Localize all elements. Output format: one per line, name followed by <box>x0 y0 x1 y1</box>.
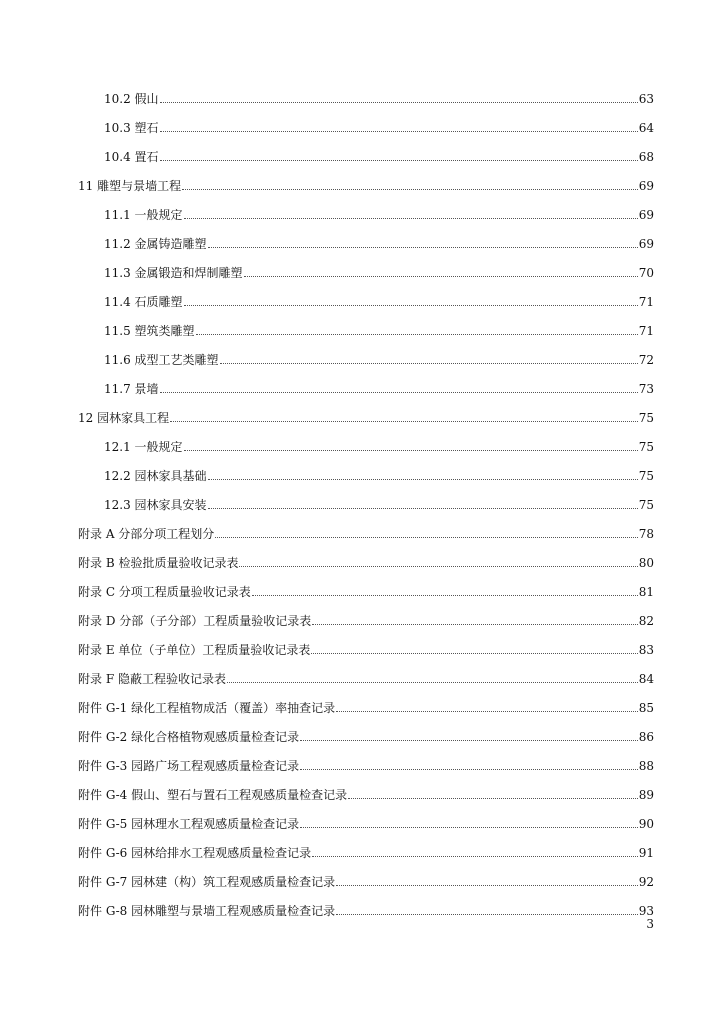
toc-entry-page-number: 75 <box>638 440 654 454</box>
toc-entry-label: 12.3 园林家具安装 <box>104 498 207 512</box>
toc-entry[interactable] <box>104 200 654 222</box>
toc-entry-page-number: 86 <box>638 730 654 744</box>
toc-leader-dots <box>160 160 638 161</box>
toc-leader-dots <box>239 566 637 567</box>
toc-entry-page-number: 69 <box>638 179 654 193</box>
toc-leader-dots <box>184 305 638 306</box>
toc-entry-label: 附录 D 分部（子分部）工程质量验收记录表 <box>78 614 312 628</box>
toc-entry-page-number: 93 <box>638 904 654 918</box>
toc-entry[interactable] <box>78 722 654 744</box>
toc-entry-label: 附件 G-6 园林给排水工程观感质量检查记录 <box>78 846 312 860</box>
toc-leader-dots <box>312 856 638 857</box>
toc-entry-page-number: 81 <box>638 585 654 599</box>
toc-leader-dots <box>160 131 638 132</box>
toc-leader-dots <box>300 740 638 741</box>
toc-entry-page-number: 75 <box>638 498 654 512</box>
toc-entry-label: 10.2 假山 <box>104 92 159 106</box>
toc-entry-label: 10.3 塑石 <box>104 121 159 135</box>
toc-leader-dots <box>160 392 638 393</box>
toc-entry-label: 附件 G-4 假山、塑石与置石工程观感质量检查记录 <box>78 788 348 802</box>
toc-entry-label: 附件 G-7 园林建（构）筑工程观感质量检查记录 <box>78 875 336 889</box>
toc-entry[interactable] <box>78 693 654 715</box>
toc-entry-page-number: 85 <box>638 701 654 715</box>
toc-entry-label: 附录 A 分部分项工程划分 <box>78 527 215 541</box>
toc-entry-label: 11.3 金属锻造和焊制雕塑 <box>104 266 243 280</box>
toc-entry-page-number: 68 <box>638 150 654 164</box>
toc-entry-page-number: 73 <box>638 382 654 396</box>
toc-entry[interactable] <box>78 838 654 860</box>
toc-leader-dots <box>348 798 638 799</box>
toc-entry[interactable] <box>104 461 654 483</box>
toc-leader-dots <box>244 276 638 277</box>
toc-entry[interactable] <box>78 867 654 889</box>
toc-entry-page-number: 82 <box>638 614 654 628</box>
toc-leader-dots <box>208 508 638 509</box>
toc-entry-page-number: 89 <box>638 788 654 802</box>
toc-entry[interactable] <box>78 548 654 570</box>
toc-leader-dots <box>312 624 637 625</box>
toc-leader-dots <box>252 595 638 596</box>
toc-entry-label: 附件 G-8 园林雕塑与景墙工程观感质量检查记录 <box>78 904 336 918</box>
toc-entry[interactable] <box>104 229 654 251</box>
toc-entry[interactable] <box>78 664 654 686</box>
toc-entry-page-number: 90 <box>638 817 654 831</box>
toc-entry-page-number: 75 <box>638 469 654 483</box>
toc-entry[interactable] <box>78 171 654 193</box>
toc-leader-dots <box>311 653 637 654</box>
toc-entry-page-number: 72 <box>638 353 654 367</box>
toc-entry-page-number: 71 <box>638 324 654 338</box>
toc-entry-page-number: 92 <box>638 875 654 889</box>
toc-entry-label: 附件 G-5 园林理水工程观感质量检查记录 <box>78 817 300 831</box>
toc-leader-dots <box>300 769 638 770</box>
toc-entry[interactable] <box>78 635 654 657</box>
toc-entry-page-number: 88 <box>638 759 654 773</box>
toc-entry-page-number: 69 <box>638 237 654 251</box>
toc-entry-page-number: 64 <box>638 121 654 135</box>
toc-leader-dots <box>215 537 637 538</box>
toc-entry[interactable] <box>78 809 654 831</box>
toc-leader-dots <box>336 885 638 886</box>
toc-entry[interactable] <box>104 432 654 454</box>
toc-entry[interactable] <box>104 490 654 512</box>
toc-entry-page-number: 78 <box>638 527 654 541</box>
toc-entry-page-number: 83 <box>638 643 654 657</box>
toc-entry-label: 附录 F 隐蔽工程验收记录表 <box>78 672 226 686</box>
toc-entry-page-number: 91 <box>638 846 654 860</box>
toc-entry[interactable] <box>78 403 654 425</box>
toc-entry[interactable] <box>78 896 654 918</box>
toc-entry[interactable] <box>104 113 654 135</box>
toc-entry[interactable] <box>104 374 654 396</box>
toc-entry-label: 附件 G-2 绿化合格植物观感质量检查记录 <box>78 730 300 744</box>
toc-entry-page-number: 63 <box>638 92 654 106</box>
toc-entry[interactable] <box>78 519 654 541</box>
toc-entry[interactable] <box>104 316 654 338</box>
toc-entry[interactable] <box>78 751 654 773</box>
toc-entry-label: 11 雕塑与景墙工程 <box>78 179 182 193</box>
toc-entry-page-number: 69 <box>638 208 654 222</box>
toc-entry-label: 11.5 塑筑类雕塑 <box>104 324 195 338</box>
toc-entry[interactable] <box>78 780 654 802</box>
toc-entry-page-number: 75 <box>638 411 654 425</box>
toc-entry-label: 11.6 成型工艺类雕塑 <box>104 353 219 367</box>
toc-entry-label: 11.1 一般规定 <box>104 208 183 222</box>
toc-entry[interactable] <box>104 287 654 309</box>
toc-entry-label: 附录 C 分项工程质量验收记录表 <box>78 585 251 599</box>
toc-leader-dots <box>336 914 638 915</box>
toc-entry-label: 12 园林家具工程 <box>78 411 170 425</box>
toc-entry-label: 附录 B 检验批质量验收记录表 <box>78 556 239 570</box>
footer-page-number: 3 <box>646 917 654 931</box>
toc-leader-dots <box>184 218 638 219</box>
toc-entry-page-number: 84 <box>638 672 654 686</box>
toc-leader-dots <box>208 479 638 480</box>
toc-entry-page-number: 80 <box>638 556 654 570</box>
toc-entry-label: 12.2 园林家具基础 <box>104 469 207 483</box>
toc-entry-label: 附件 G-1 绿化工程植物成活（覆盖）率抽查记录 <box>78 701 336 715</box>
toc-entry-label: 10.4 置石 <box>104 150 159 164</box>
toc-entry-label: 附录 E 单位（子单位）工程质量验收记录表 <box>78 643 311 657</box>
toc-entry-page-number: 71 <box>638 295 654 309</box>
toc-entry[interactable] <box>104 84 654 106</box>
toc-leader-dots <box>300 827 638 828</box>
toc-entry-label: 11.2 金属铸造雕塑 <box>104 237 207 251</box>
toc-entry-label: 附件 G-3 园路广场工程观感质量检查记录 <box>78 759 300 773</box>
toc-entry[interactable] <box>78 606 654 628</box>
toc-leader-dots <box>184 450 638 451</box>
toc-entry[interactable] <box>104 142 654 164</box>
toc-entry[interactable] <box>104 258 654 280</box>
toc-leader-dots <box>160 102 638 103</box>
toc-entry-label: 11.7 景墙 <box>104 382 159 396</box>
toc-leader-dots <box>196 334 638 335</box>
toc-leader-dots <box>227 682 638 683</box>
toc-entry-label: 11.4 石质雕塑 <box>104 295 183 309</box>
toc-leader-dots <box>220 363 638 364</box>
toc-entry-label: 12.1 一般规定 <box>104 440 183 454</box>
toc-entry-page-number: 70 <box>638 266 654 280</box>
toc-entry[interactable] <box>104 345 654 367</box>
toc-leader-dots <box>170 421 638 422</box>
toc-leader-dots <box>208 247 638 248</box>
toc-entry[interactable] <box>78 577 654 599</box>
toc-leader-dots <box>336 711 638 712</box>
toc-leader-dots <box>182 189 638 190</box>
